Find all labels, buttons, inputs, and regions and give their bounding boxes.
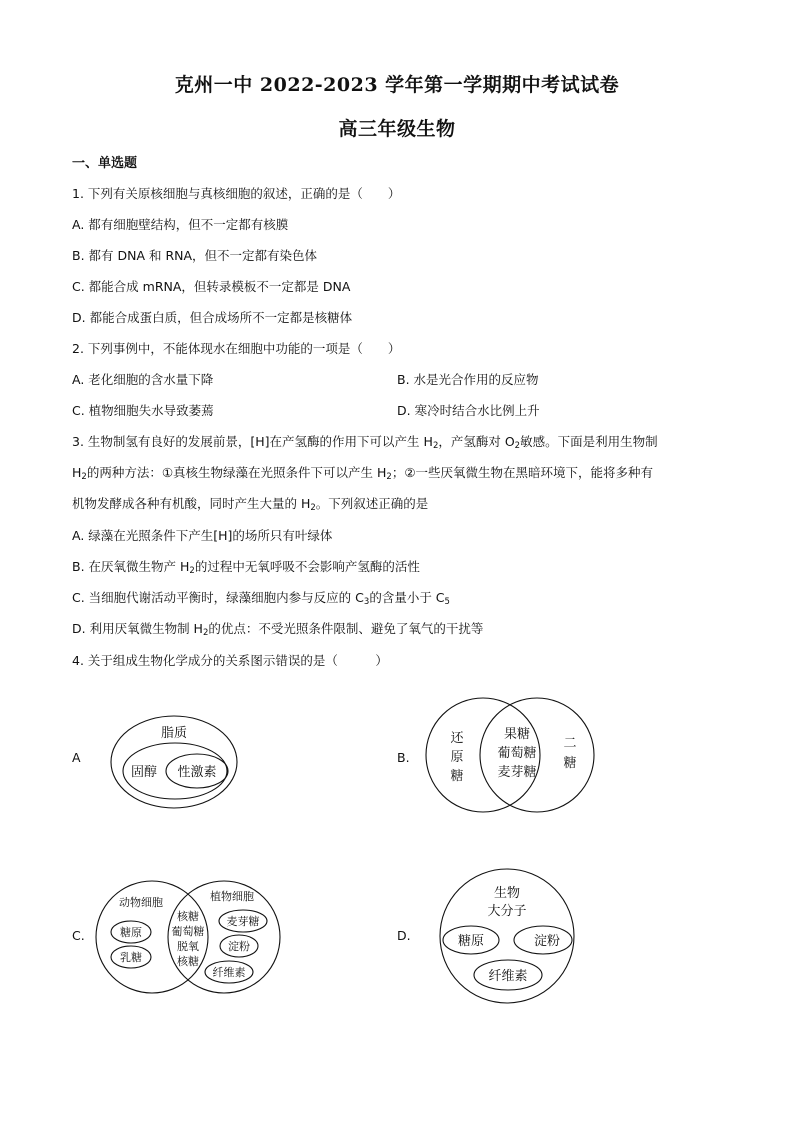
fig-c-middle-3: 脱氧 bbox=[177, 940, 199, 953]
fig-d-title-2: 大分子 bbox=[487, 904, 527, 919]
q3-option-c: C. 当细胞代谢活动平衡时，绿藻细胞内参与反应的 $C_3$的含量小于 $C_5$ bbox=[72, 590, 450, 607]
fig-a-diagram bbox=[100, 710, 260, 810]
fig-d-diagram bbox=[433, 868, 583, 1006]
q1-option-a: A. 都有细胞壁结构，但不一定都有核膜 bbox=[72, 217, 289, 232]
q2-option-b: B. 水是光合作用的反应物 bbox=[397, 372, 539, 387]
fig-c-right-a: 麦芽糖 bbox=[226, 915, 260, 928]
fig-c-right-b: 淀粉 bbox=[228, 940, 250, 953]
fig-d-a: 糖原 bbox=[457, 934, 485, 949]
fig-c-middle-4: 核糖 bbox=[177, 955, 199, 968]
fig-c-right-title: 植物细胞 bbox=[210, 890, 254, 903]
fig-d-title-1: 生物 bbox=[493, 886, 521, 901]
fig-c-left-title: 动物细胞 bbox=[119, 896, 163, 909]
fig-b-left-1: 还 bbox=[450, 731, 464, 746]
exam-subtitle: 高三年级生物 bbox=[338, 118, 456, 140]
fig-c-diagram bbox=[95, 878, 285, 996]
fig-c-left-b: 乳糖 bbox=[120, 951, 142, 964]
fig-b-right-1: 二 bbox=[563, 736, 577, 751]
q3-stem-line-1: 3. 生物制氢有良好的发展前景，[H]在产氢酶的作用下可以产生 $H_2$，产氢酶对 $O_2$敏感。下面是利用生物制 bbox=[72, 434, 658, 451]
q2-option-c: C. 植物细胞失水导致萎蔫 bbox=[72, 403, 214, 418]
q2-stem: 2. 下列事例中，不能体现水在细胞中功能的一项是（ ） bbox=[72, 341, 401, 356]
fig-c-label: C. bbox=[72, 928, 85, 943]
q4-stem: 4. 关于组成生物化学成分的关系图示错误的是（ ） bbox=[72, 653, 388, 668]
fig-b-right-2: 糖 bbox=[563, 756, 577, 771]
q2-option-d: D. 寒冷时结合水比例上升 bbox=[397, 403, 540, 418]
fig-b-middle-2: 葡萄糖 bbox=[497, 746, 537, 761]
fig-c-right-c: 纤维素 bbox=[212, 966, 246, 979]
q3-option-d: D. 利用厌氧微生物制 $H_2$的优点：不受光照条件限制、避免了氧气的干扰等 bbox=[72, 621, 484, 638]
fig-c-middle-1: 核糖 bbox=[177, 910, 199, 923]
fig-a-outer-label: 脂质 bbox=[160, 726, 188, 741]
q3-stem-line-3: 机物发酵成各种有机酸，同时产生大量的 $H_2$。下列叙述正确的是 bbox=[72, 496, 429, 513]
exam-title: 克州一中 2022-2023 学年第一学期期中考试试卷 bbox=[174, 74, 620, 96]
fig-a-right-label: 性激素 bbox=[177, 765, 217, 780]
q3-stem-line-2: $H_2$的两种方法：①真核生物绿藻在光照条件下可以产生 $H_2$；②一些厌氧微生物在黑暗环境下，能将多种有 bbox=[72, 465, 654, 482]
q3-option-b: B. 在厌氧微生物产 $H_2$的过程中无氧呼吸不会影响产氢酶的活性 bbox=[72, 559, 420, 576]
fig-d-label: D. bbox=[397, 928, 411, 943]
q1-option-b: B. 都有 DNA 和 RNA，但不一定都有染色体 bbox=[72, 248, 318, 263]
section-heading: 一、单选题 bbox=[72, 156, 138, 171]
fig-d-b: 淀粉 bbox=[533, 934, 561, 949]
fig-b-left-2: 原 bbox=[450, 750, 464, 765]
fig-d-c: 纤维素 bbox=[488, 969, 528, 984]
q1-option-d: D. 都能合成蛋白质，但合成场所不一定都是核糖体 bbox=[72, 310, 353, 325]
fig-b-left-3: 糖 bbox=[450, 769, 464, 784]
fig-c-middle-2: 葡萄糖 bbox=[171, 925, 205, 938]
fig-a-label: A bbox=[72, 750, 81, 765]
q2-option-a: A. 老化细胞的含水量下降 bbox=[72, 372, 214, 387]
q3-option-a: A. 绿藻在光照条件下产生[H]的场所只有叶绿体 bbox=[72, 528, 333, 543]
fig-b-middle-1: 果糖 bbox=[503, 727, 531, 742]
fig-b-middle-3: 麦芽糖 bbox=[497, 765, 537, 780]
fig-a-left-label: 固醇 bbox=[130, 765, 158, 780]
q1-stem: 1. 下列有关原核细胞与真核细胞的叙述，正确的是（ ） bbox=[72, 186, 401, 201]
q1-option-c: C. 都能合成 mRNA，但转录模板不一定都是 DNA bbox=[72, 279, 351, 294]
fig-c-left-a: 糖原 bbox=[120, 926, 142, 939]
fig-b-diagram bbox=[425, 695, 595, 817]
fig-b-label: B. bbox=[397, 750, 410, 765]
